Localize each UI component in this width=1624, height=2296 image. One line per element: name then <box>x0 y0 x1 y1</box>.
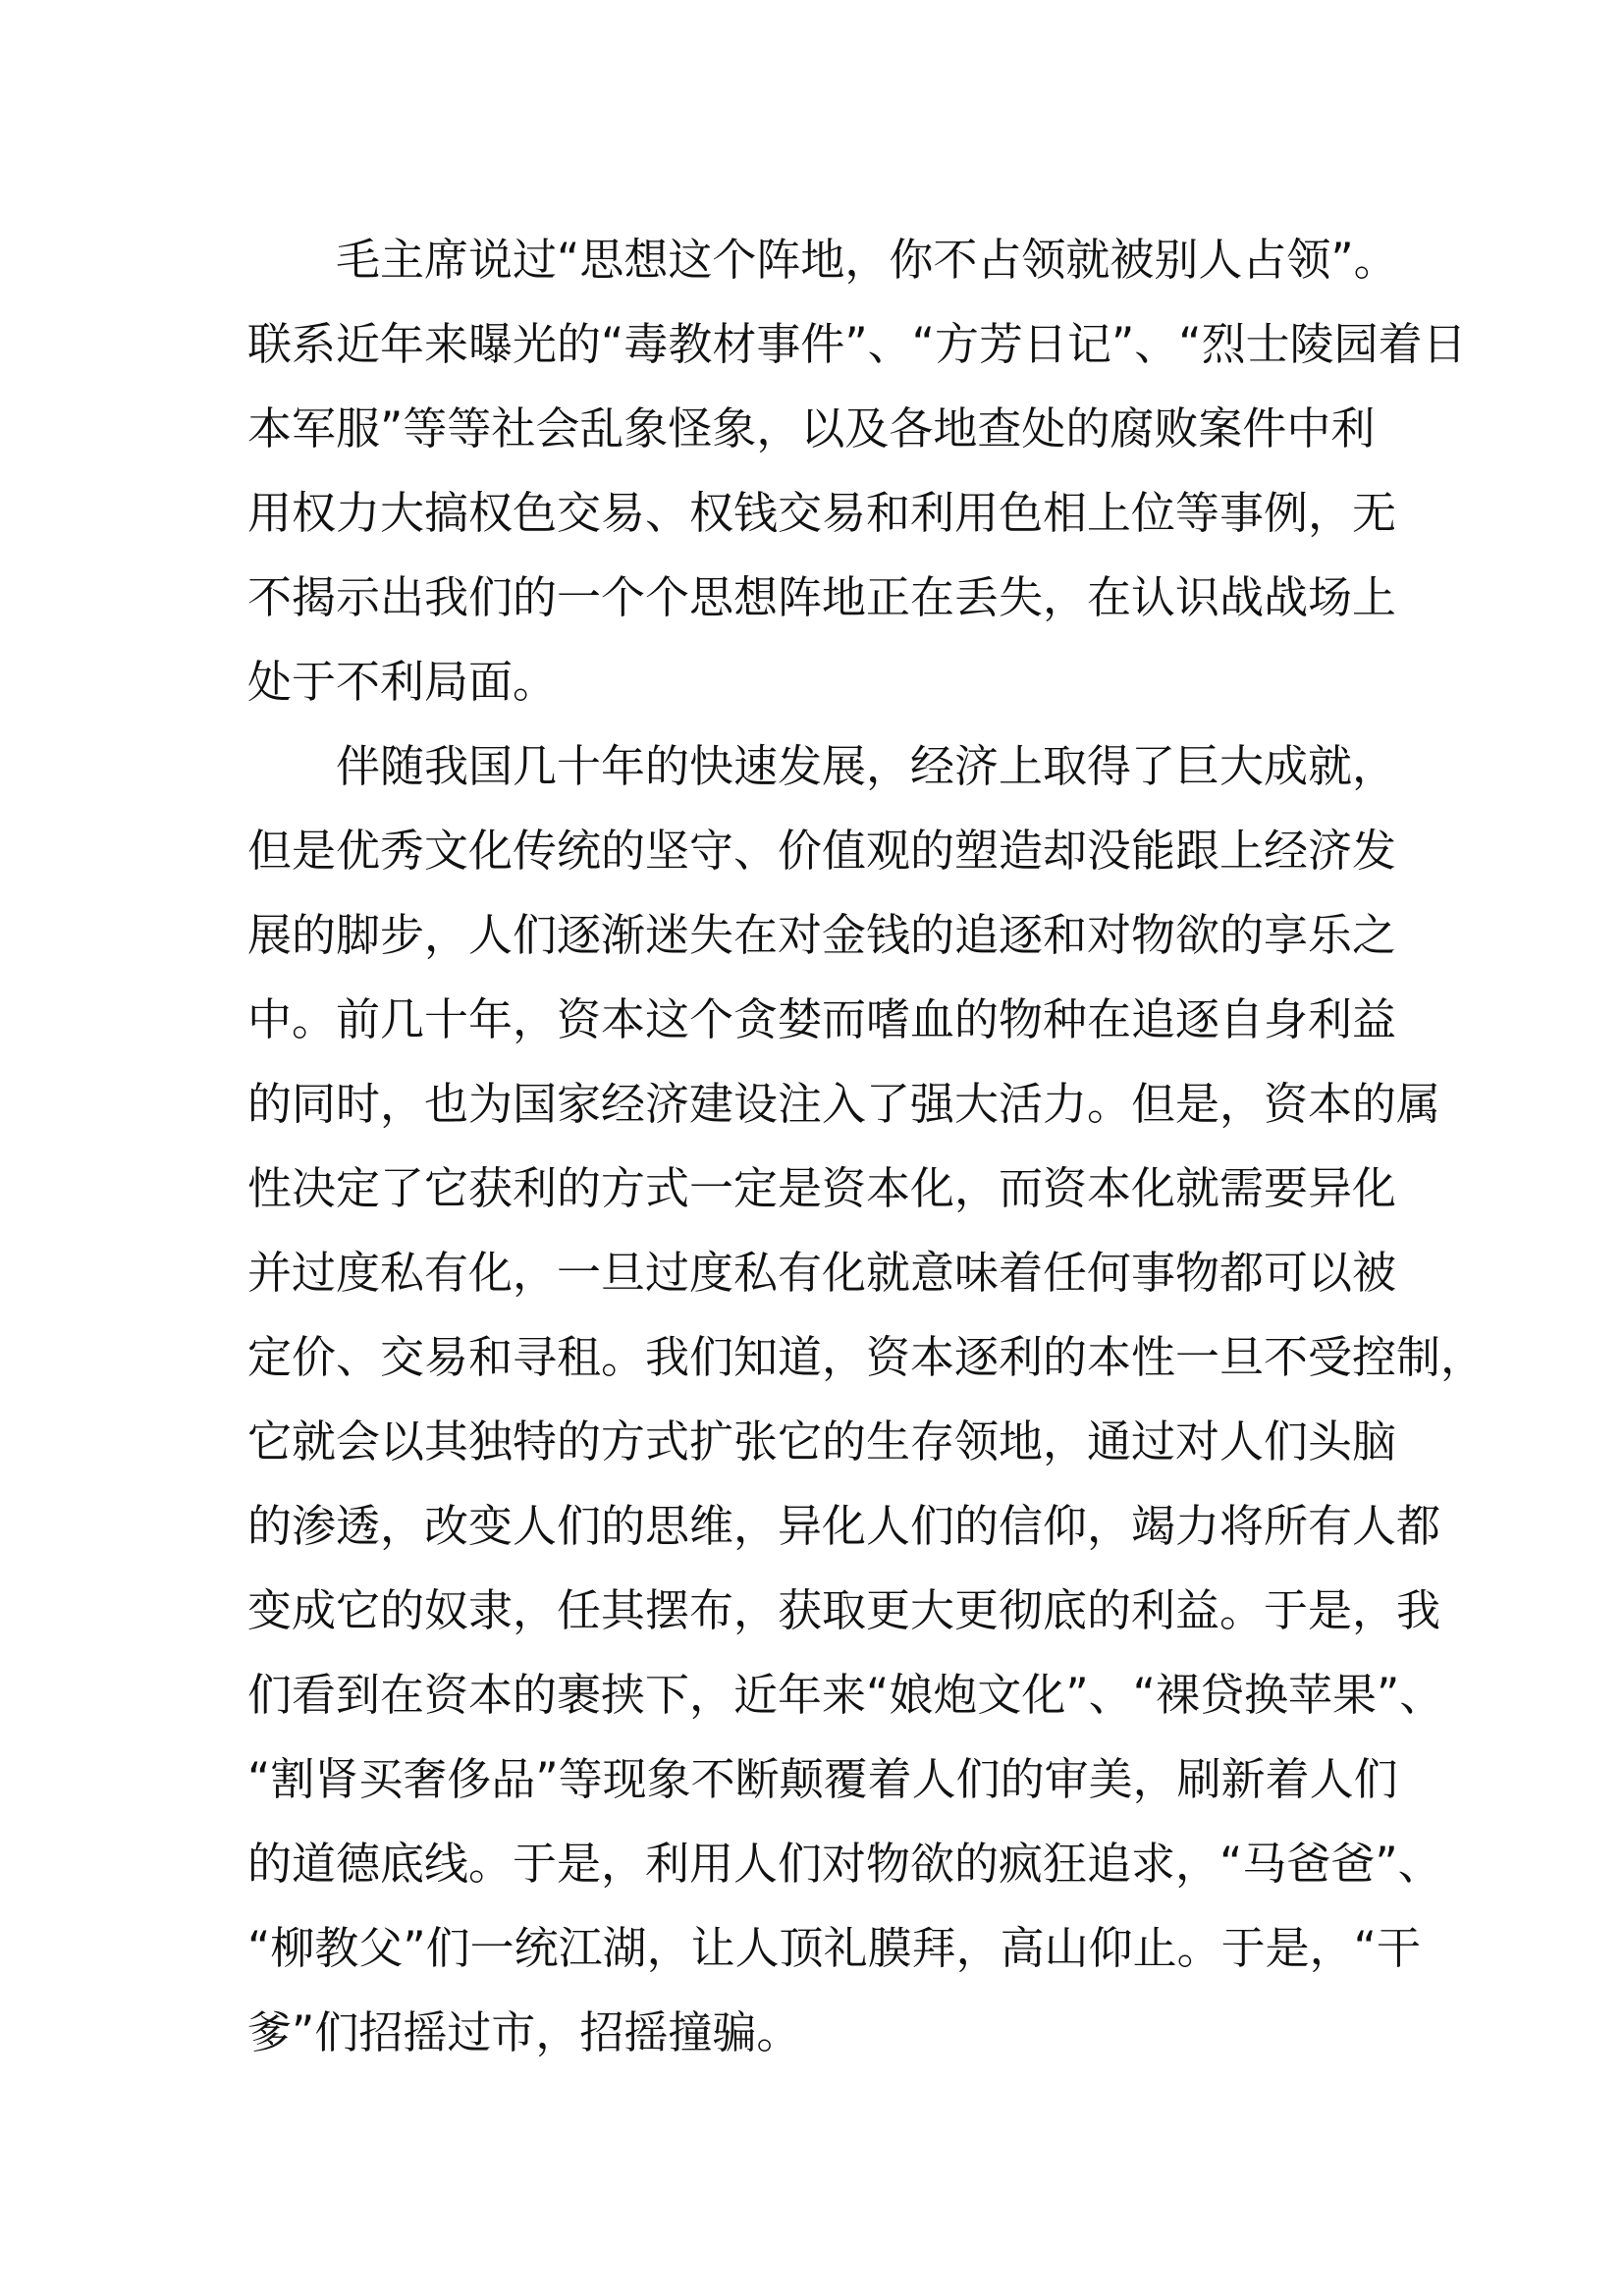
text-line: 的道德底线。于是，利用人们对物欲的疯狂追求，“马爸爸”、 <box>247 1838 1442 1890</box>
paragraph-2 <box>247 724 1486 2075</box>
text-line: 中。前几十年，资本这个贪婪而嗜血的物种在追逐自身利益 <box>247 993 1397 1045</box>
text-line: 们看到在资本的裹挟下，近年来“娘炮文化”、“裸贷换苹果”、 <box>247 1669 1444 1721</box>
text-line: 变成它的奴隶，任其摆布，获取更大更彻底的利益。于是，我 <box>247 1584 1441 1636</box>
text-line: 定价、交易和寻租。我们知道，资本逐利的本性一旦不受控制， <box>247 1331 1486 1383</box>
paragraph-1 <box>247 218 1467 724</box>
text-line: 不揭示出我们的一个个思想阵地正在丢失，在认识战战场上 <box>247 571 1397 623</box>
text-line: 的渗透，改变人们的思维，异化人们的信仰，竭力将所有人都 <box>247 1500 1441 1552</box>
text-line: 处于不利局面。 <box>247 656 558 708</box>
text-line: 展的脚步，人们逐渐迷失在对金钱的追逐和对物欲的享乐之 <box>247 909 1397 961</box>
text-line: 的同时，也为国家经济建设注入了强大活力。但是，资本的属 <box>247 1078 1441 1130</box>
text-line: 伴随我国几十年的快速发展，经济上取得了巨大成就， <box>336 740 1397 792</box>
body-text <box>247 218 1486 2075</box>
text-line: 并过度私有化，一旦过度私有化就意味着任何事物都可以被 <box>247 1247 1397 1299</box>
text-line: 本军服”等等社会乱象怪象，以及各地查处的腐败案件中利 <box>247 402 1376 454</box>
text-line: 用权力大搞权色交易、权钱交易和利用色相上位等事例，无 <box>247 487 1397 539</box>
text-line: 性决定了它获利的方式一定是资本化，而资本化就需要异化 <box>247 1162 1397 1214</box>
text-line: “柳教父”们一统江湖，让人顶礼膜拜，高山仰止。于是，“干 <box>247 1922 1421 1974</box>
text-line: 它就会以其独特的方式扩张它的生存领地，通过对人们头脑 <box>247 1415 1397 1468</box>
text-line: 但是优秀文化传统的坚守、价值观的塑造却没能跟上经济发 <box>247 825 1397 877</box>
text-line: 爹”们招摇过市，招摇撞骗。 <box>247 2006 801 2058</box>
text-line: 联系近年来曝光的“毒教材事件”、“方芳日记”、“烈士陵园着日 <box>247 318 1467 370</box>
text-line: “割肾买奢侈品”等现象不断颠覆着人们的审美，刷新着人们 <box>247 1753 1398 1805</box>
text-line: 毛主席说过“思想这个阵地，你不占领就被别人占领”。 <box>336 234 1398 286</box>
